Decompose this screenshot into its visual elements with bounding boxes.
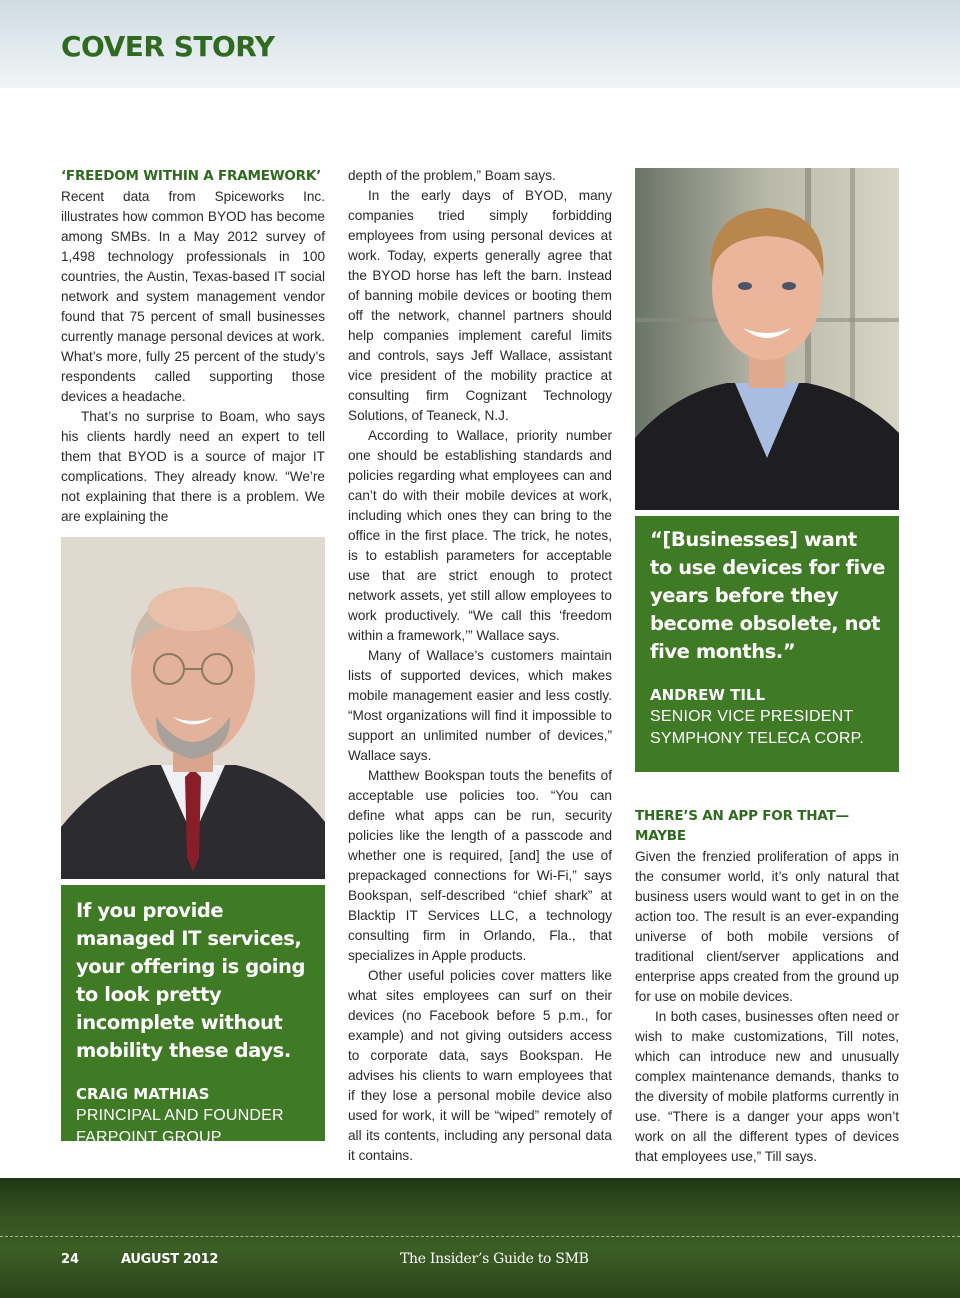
pullquote-attribution-name: ANDREW TILL (650, 686, 766, 704)
footer-grass-band (0, 1178, 960, 1298)
pullquote-andrew-till (635, 516, 899, 772)
paragraph: Matthew Bookspan touts the benefits of acceptable use policies too. “You can define what apps can be run, security policies like the length of a passcode and whether one is required, [and] the use of prepackaged connections for Wi-Fi,” says Bookspan, self-described “chief shark” at Blacktip IT Services LLC, a technology consulting firm in Orlando, Fla., that specializes in Apple products. (348, 768, 612, 963)
article-column-left (61, 166, 325, 527)
pullquote-craig-mathias (61, 885, 325, 1146)
paragraph: Other useful policies cover matters like what sites employees can surf on their devices (no Facebook before 5 p.m., for example) and not giving outsiders access to corporate data, says Bookspan. He advises his clients to warn employees that if they lose a personal mobile device also used for work, it will be “wiped” remotely of all its contents, including any personal data it contains. (348, 968, 612, 1163)
paragraph: In the early days of BYOD, many companies tried simply forbidding employees from using personal devices at work. Today, experts generally agree that the BYOD horse has left the barn. Instead of banning mobile devices or booting them off the network, channel partners should help companies implement careful limits and controls, says Jeff Wallace, assistant vice president of the mobility practice at consulting firm Cognizant Technology Solutions, of Teaneck, N.J. (348, 188, 612, 423)
pullquote-attribution-title: PRINCIPAL AND FOUNDER (76, 1107, 284, 1124)
article-column-middle (348, 166, 612, 1166)
pullquote-attribution-company: SYMPHONY TELECA CORP. (650, 730, 865, 747)
footer-dashed-rule (0, 1236, 960, 1237)
paragraph: That’s no surprise to Boam, who says his clients hardly need an expert to tell them that BYOD is a source of major IT complications. They already know. “We’re not explaining that there is a problem. We are explaining the (61, 409, 325, 524)
pullquote-attribution-name: CRAIG MATHIAS (76, 1085, 210, 1103)
paragraph: Given the frenzied proliferation of apps in the consumer world, it’s only natural that business users would want to get in on the action too. The result is an ever-expanding universe of both mobile versions of traditional client/server applications and enterprise apps created from the ground up for use on mobile devices. (635, 849, 899, 1004)
issue-date: AUGUST 2012 (121, 1252, 219, 1267)
publication-title: The Insider’s Guide to SMB (400, 1251, 589, 1267)
section-label: COVER STORY (61, 30, 275, 63)
subhead-app: THERE’S AN APP FOR THAT—MAYBE (635, 808, 849, 844)
paragraph: According to Wallace, priority number one should be establishing standards and policies regarding what employees can and can’t do with their mobile devices at work, including which ones they can bring to the office in the first place. The trick, he notes, is to establish parameters for acceptable use that are strict enough to protect network assets, yet still allow employees to work productively. “We call this ‘freedom within a framework,’” Wallace says. (348, 428, 612, 643)
pullquote-text: If you provide managed IT services, your offering is going to look pretty incomplete without mobility these days. (76, 899, 306, 1062)
paragraph: In both cases, businesses often need or wish to make customizations, Till notes, which can introduce new and unusually complex maintenance demands, thanks to the diversity of mobile platforms currently in use. “There is a danger your apps won’t work on all the different types of devices that employees use,” Till says. (635, 1009, 899, 1164)
page-number: 24 (61, 1252, 80, 1267)
paragraph: Many of Wallace’s customers maintain lists of supported devices, which makes mobile management easier and less costly. “Most organizations will find it impossible to support an unlimited number of devices,” Wallace says. (348, 648, 612, 763)
pullquote-attribution-company: FARPOINT GROUP (76, 1129, 222, 1146)
article-column-right (635, 806, 899, 1167)
portrait-craig-mathias (61, 537, 325, 879)
subhead-freedom: ‘FREEDOM WITHIN A FRAMEWORK’ (61, 168, 322, 184)
pullquote-text: “[Businesses] want to use devices for five years before they become obsolete, not five months.” (650, 528, 885, 663)
paragraph: Recent data from Spiceworks Inc. illustrates how common BYOD has become among SMBs. In a May 2012 survey of 1,498 technology professionals in 100 countries, the Austin, Texas-based IT social network and system management vendor found that 75 percent of small businesses currently manage personal devices at work. What’s more, fully 25 percent of the study’s respondents called supporting those devices a headache. (61, 189, 325, 404)
pullquote-attribution-title: SENIOR VICE PRESIDENT (650, 708, 854, 725)
paragraph: depth of the problem,” Boam says. (348, 168, 556, 183)
portrait-andrew-till (635, 168, 899, 510)
